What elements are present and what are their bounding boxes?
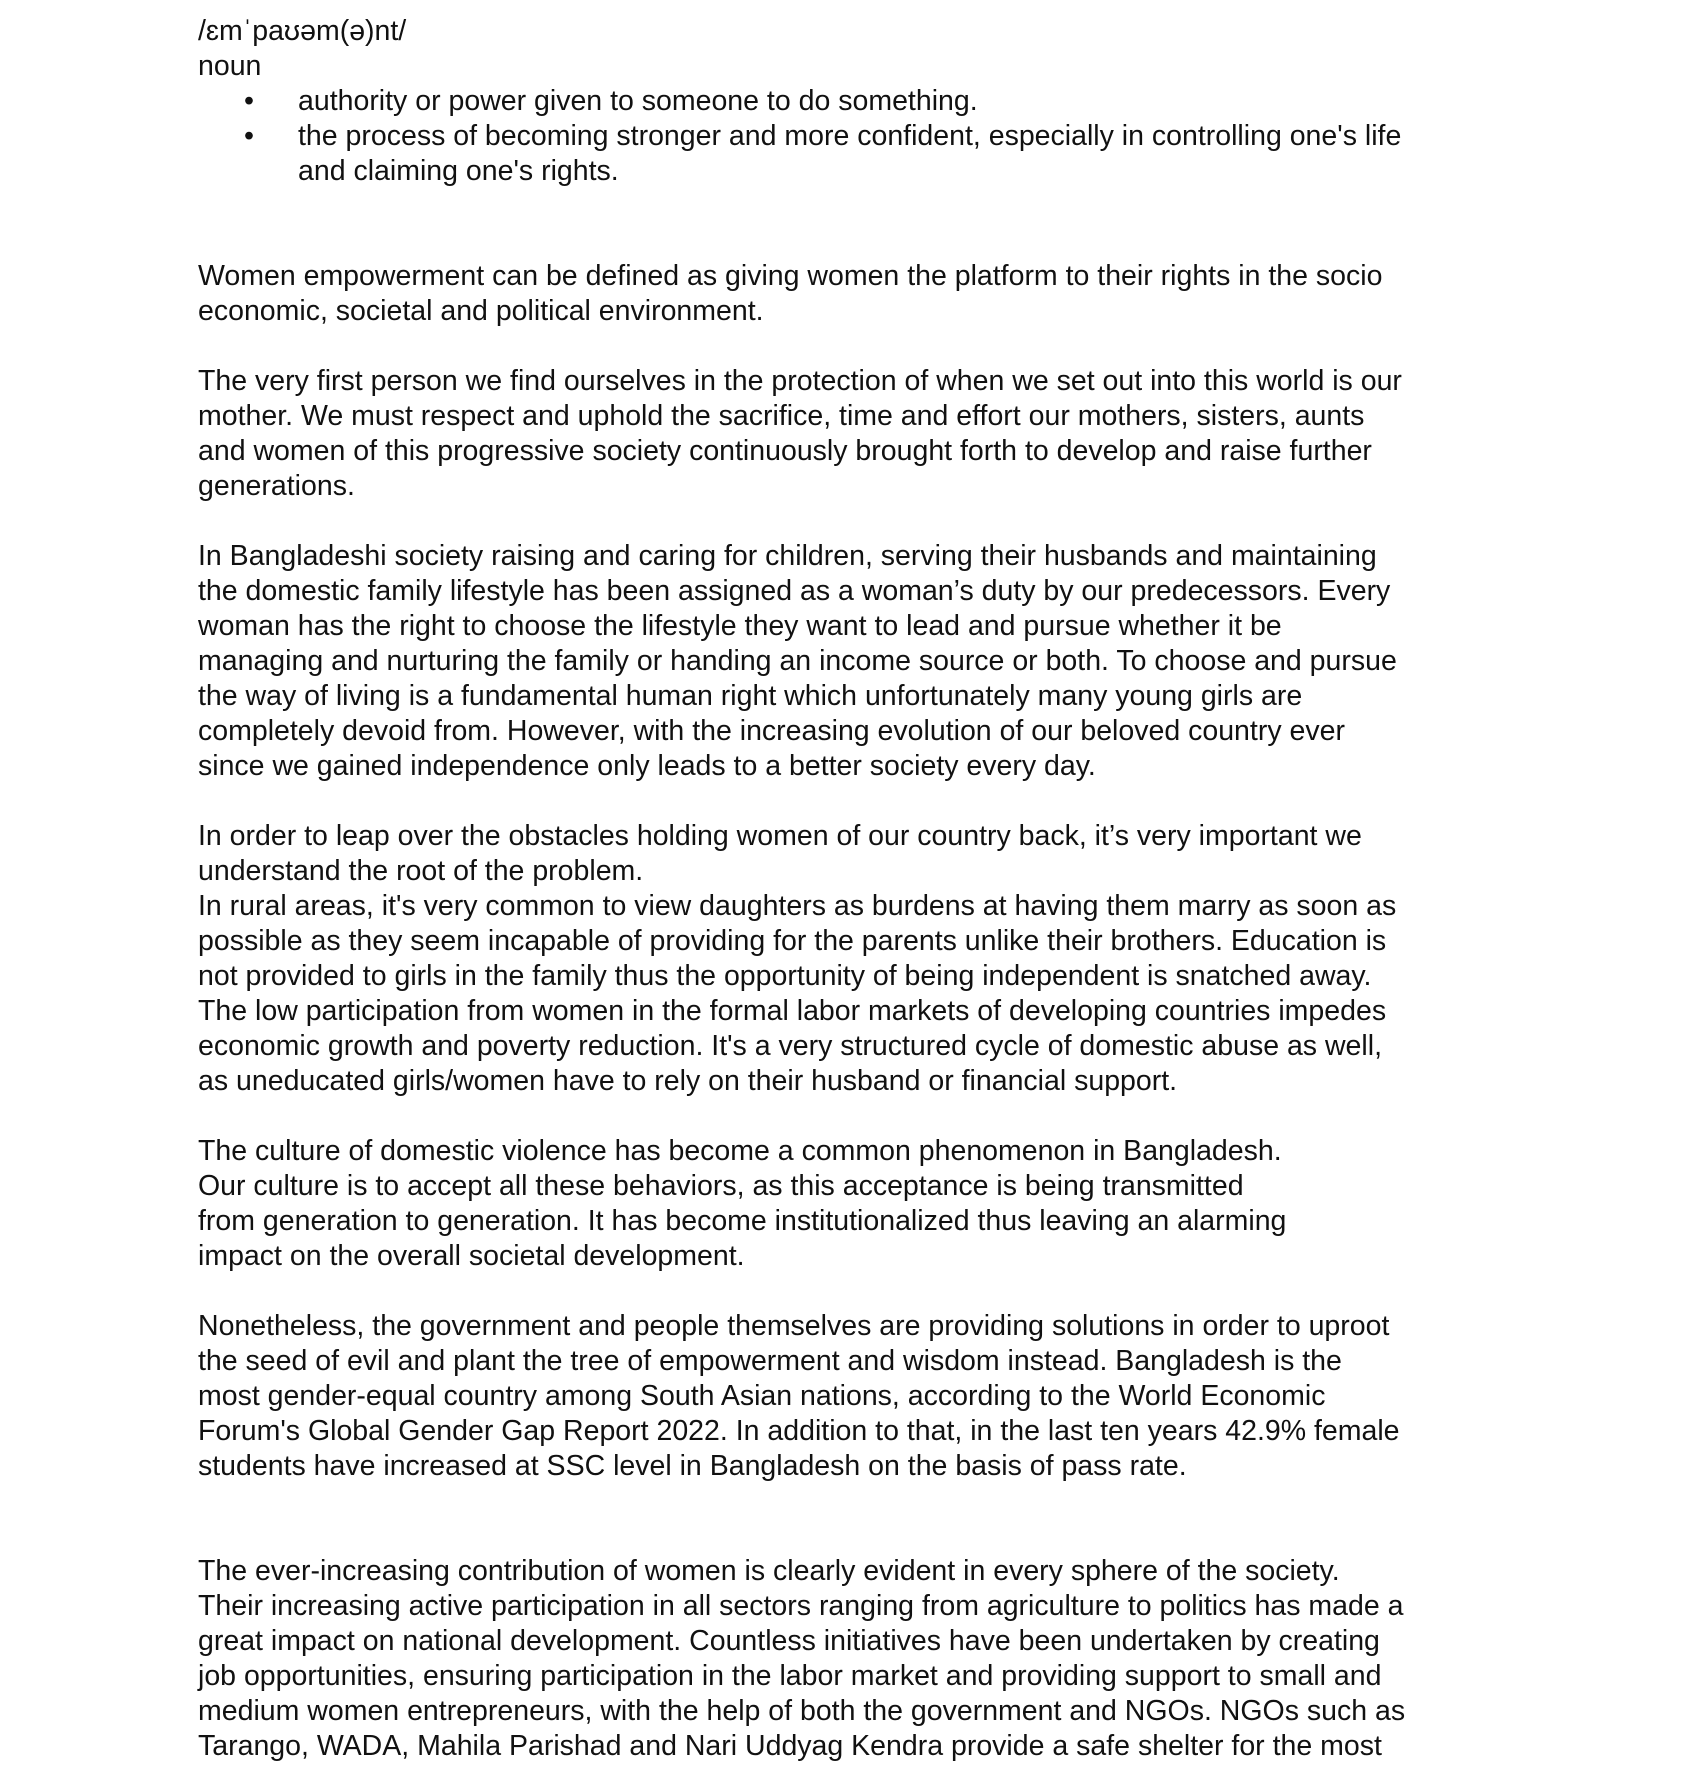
paragraph-line: job opportunities, ensuring participation in the labor market and providing support to small and [198,1660,1382,1692]
paragraph-line: completely devoid from. However, with the increasing evolution of our beloved country ever [198,715,1345,747]
paragraph-line: understand the root of the problem. [198,855,644,887]
paragraph-line: as uneducated girls/women have to rely on their husband or financial support. [198,1065,1178,1097]
definition-item [198,84,1498,119]
paragraph-line: the way of living is a fundamental human right which unfortunately many young girls are [198,680,1303,712]
paragraph-line: The ever-increasing contribution of women is clearly evident in every sphere of the society. [198,1555,1340,1587]
definition-line: and claiming one's rights. [298,155,619,187]
paragraph-contribution-of-women [198,1554,1498,1764]
paragraph-line: from generation to generation. It has become institutionalized thus leaving an alarming [198,1205,1287,1237]
pronunciation: /ɛmˈpaʊəm(ə)nt/ [198,15,407,47]
definition-item [198,119,1498,189]
paragraph-line: possible as they seem incapable of providing for the parents unlike their brothers. Education is [198,925,1387,957]
paragraph-solutions [198,1309,1498,1484]
paragraph-line: Forum's Global Gender Gap Report 2022. In addition to that, in the last ten years 42.9% female [198,1415,1400,1447]
paragraph-line: generations. [198,470,355,502]
dictionary-entry-header [198,14,1498,84]
paragraph-line: The very first person we find ourselves in the protection of when we set out into this world is our [198,365,1402,397]
definition-list [198,84,1498,189]
paragraph-line: woman has the right to choose the lifestyle they want to lead and pursue whether it be [198,610,1282,642]
paragraph-line: students have increased at SSC level in Bangladesh on the basis of pass rate. [198,1450,1187,1482]
paragraph-line: great impact on national development. Countless initiatives have been undertaken by creating [198,1625,1380,1657]
part-of-speech: noun [198,50,262,82]
paragraph-line: Tarango, WADA, Mahila Parishad and Nari Uddyag Kendra provide a safe shelter for the most [198,1730,1382,1762]
paragraph-line: most gender-equal country among South Asian nations, according to the World Economic [198,1380,1326,1412]
paragraph-line: In order to leap over the obstacles holding women of our country back, it’s very important we [198,820,1362,852]
paragraph-line: economic, societal and political environment. [198,295,764,327]
paragraph-definition-of-empowerment [198,259,1498,329]
paragraph-line: and women of this progressive society continuously brought forth to develop and raise further [198,435,1372,467]
paragraph-bangladeshi-society [198,539,1498,784]
paragraph-line: Nonetheless, the government and people themselves are providing solutions in order to uproot [198,1310,1390,1342]
paragraph-root-of-problem [198,819,1498,1099]
paragraph-line: medium women entrepreneurs, with the help of both the government and NGOs. NGOs such as [198,1695,1406,1727]
paragraph-line: not provided to girls in the family thus the opportunity of being independent is snatched away. [198,960,1372,992]
paragraph-line: In rural areas, it's very common to view daughters as burdens at having them marry as soon as [198,890,1397,922]
bullet-icon: • [244,85,254,117]
paragraph-line: Our culture is to accept all these behaviors, as this acceptance is being transmitted [198,1170,1244,1202]
paragraph-line: impact on the overall societal development. [198,1240,745,1272]
paragraph-line: The culture of domestic violence has become a common phenomenon in Bangladesh. [198,1135,1282,1167]
paragraph-line: managing and nurturing the family or handing an income source or both. To choose and pursue [198,645,1397,677]
definition-line: the process of becoming stronger and more confident, especially in controlling one's life [298,120,1402,152]
paragraph-line: the domestic family lifestyle has been assigned as a woman’s duty by our predecessors. Every [198,575,1391,607]
paragraph-mothers [198,364,1498,504]
paragraph-line: the seed of evil and plant the tree of empowerment and wisdom instead. Bangladesh is the [198,1345,1342,1377]
paragraph-line: In Bangladeshi society raising and caring for children, serving their husbands and maintaining [198,540,1377,572]
paragraph-line: Women empowerment can be defined as giving women the platform to their rights in the socio [198,260,1383,292]
paragraph-line: Their increasing active participation in all sectors ranging from agriculture to politics has made a [198,1590,1404,1622]
paragraph-domestic-violence [198,1134,1498,1274]
paragraph-line: economic growth and poverty reduction. It's a very structured cycle of domestic abuse as well, [198,1030,1382,1062]
paragraph-line: since we gained independence only leads to a better society every day. [198,750,1096,782]
bullet-icon: • [244,120,254,152]
definition-line: authority or power given to someone to do something. [298,85,978,117]
paragraph-line: mother. We must respect and uphold the sacrifice, time and effort our mothers, sisters, aunts [198,400,1365,432]
document-page [198,14,1498,1764]
paragraph-line: The low participation from women in the formal labor markets of developing countries impedes [198,995,1387,1027]
